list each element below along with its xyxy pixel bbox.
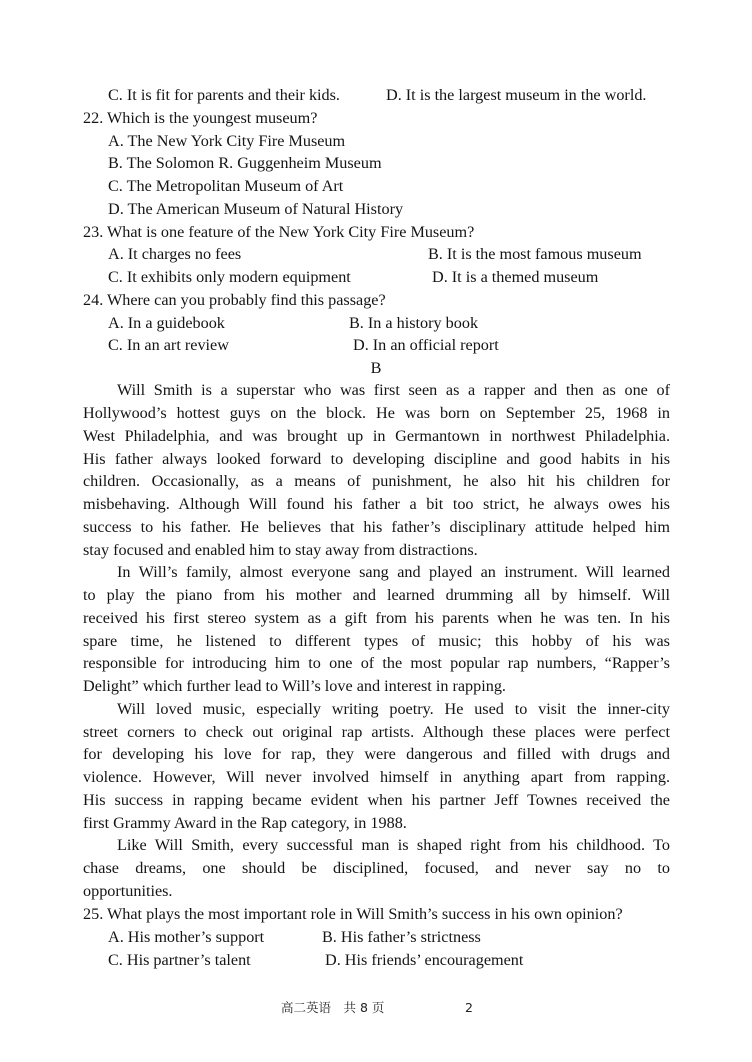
- passage-line: stay focused and enabled him to stay away from distractions.: [83, 541, 478, 559]
- passage-line: children. Occasionally, as a means of punishment, he also hit his children for: [83, 472, 670, 490]
- passage-line: first Grammy Award in the Rap category, in 1988.: [83, 814, 407, 832]
- q21-option-c: C. It is fit for parents and their kids.: [108, 86, 340, 104]
- q23-stem: 23. What is one feature of the New York City Fire Museum?: [83, 223, 475, 241]
- q22-option-c: C. The Metropolitan Museum of Art: [108, 177, 344, 195]
- passage-line: Hollywood’s hottest guys on the block. He was born on September 25, 1968 in: [83, 404, 670, 422]
- passage-line: success to his father. He believes that his father’s disciplinary attitude helped him: [83, 518, 670, 536]
- q24-option-c: C. In an art review: [108, 336, 229, 354]
- q23-option-b: B. It is the most famous museum: [428, 245, 642, 263]
- q25-option-b: B. His father’s strictness: [322, 928, 481, 946]
- q24-stem: 24. Where can you probably find this passage?: [83, 291, 386, 309]
- q24-option-a: A. In a guidebook: [108, 314, 225, 332]
- q25-option-c: C. His partner’s talent: [108, 951, 251, 969]
- passage-line: West Philadelphia, and was brought up in Germantown in northwest Philadelphia.: [83, 427, 670, 445]
- q22-option-a: A. The New York City Fire Museum: [108, 132, 346, 150]
- q25-option-a: A. His mother’s support: [108, 928, 265, 946]
- passage-line: opportunities.: [83, 882, 173, 900]
- q23-option-c: C. It exhibits only modern equipment: [108, 268, 351, 286]
- passage-line: Like Will Smith, every successful man is shaped right from his childhood. To: [117, 836, 670, 854]
- passage-line: spare time, he listened to different types of music; this hobby of his was: [83, 632, 670, 650]
- q22-option-b: B. The Solomon R. Guggenheim Museum: [108, 154, 382, 172]
- passage-line: In Will’s family, almost everyone sang and played an instrument. Will learned: [117, 563, 670, 581]
- passage-line: Delight” which further lead to Will’s love and interest in rapping.: [83, 677, 506, 695]
- passage-line: Will Smith is a superstar who was first seen as a rapper and then as one of: [117, 381, 670, 399]
- passage-line: Will loved music, especially writing poetry. He used to visit the inner-city: [117, 700, 670, 718]
- passage-line: misbehaving. Although Will found his father a bit too strict, he always owes his: [83, 495, 670, 513]
- q22-stem: 22. Which is the youngest museum?: [83, 109, 318, 127]
- q24-option-b: B. In a history book: [349, 314, 479, 332]
- passage-line: His father always looked forward to developing discipline and good habits in his: [83, 450, 670, 468]
- passage-line: chase dreams, one should be disciplined, focused, and never say no to: [83, 859, 670, 877]
- q22-option-d: D. The American Museum of Natural History: [108, 200, 404, 218]
- passage-line: violence. However, Will never involved himself in anything apart from rapping.: [83, 768, 670, 786]
- passage-line: street corners to check out original rap artists. Although these places were perfect: [83, 723, 670, 741]
- passage-line: received his first stereo system as a gift from his parents when he was ten. In his: [83, 609, 670, 627]
- passage-line: to play the piano from his mother and learned drumming all by himself. Will: [83, 586, 670, 604]
- q24-option-d: D. In an official report: [353, 336, 499, 354]
- section-b-heading: B: [370, 359, 382, 377]
- q25-option-d: D. His friends’ encouragement: [325, 951, 524, 969]
- q23-option-a: A. It charges no fees: [108, 245, 242, 263]
- footer-label: 高二英语 共 8 页: [281, 1000, 385, 1015]
- passage-line: responsible for introducing him to one of the most popular rap numbers, “Rapper’s: [83, 654, 670, 672]
- passage-line: for developing his love for rap, they were dangerous and filled with drugs and: [83, 745, 670, 763]
- q21-option-d: D. It is the largest museum in the world.: [386, 86, 647, 104]
- q23-option-d: D. It is a themed museum: [432, 268, 599, 286]
- passage-line: His success in rapping became evident when his partner Jeff Townes received the: [83, 791, 670, 809]
- page-number: 2: [465, 1000, 473, 1015]
- q25-stem: 25. What plays the most important role in Will Smith’s success in his own opinion?: [83, 905, 623, 923]
